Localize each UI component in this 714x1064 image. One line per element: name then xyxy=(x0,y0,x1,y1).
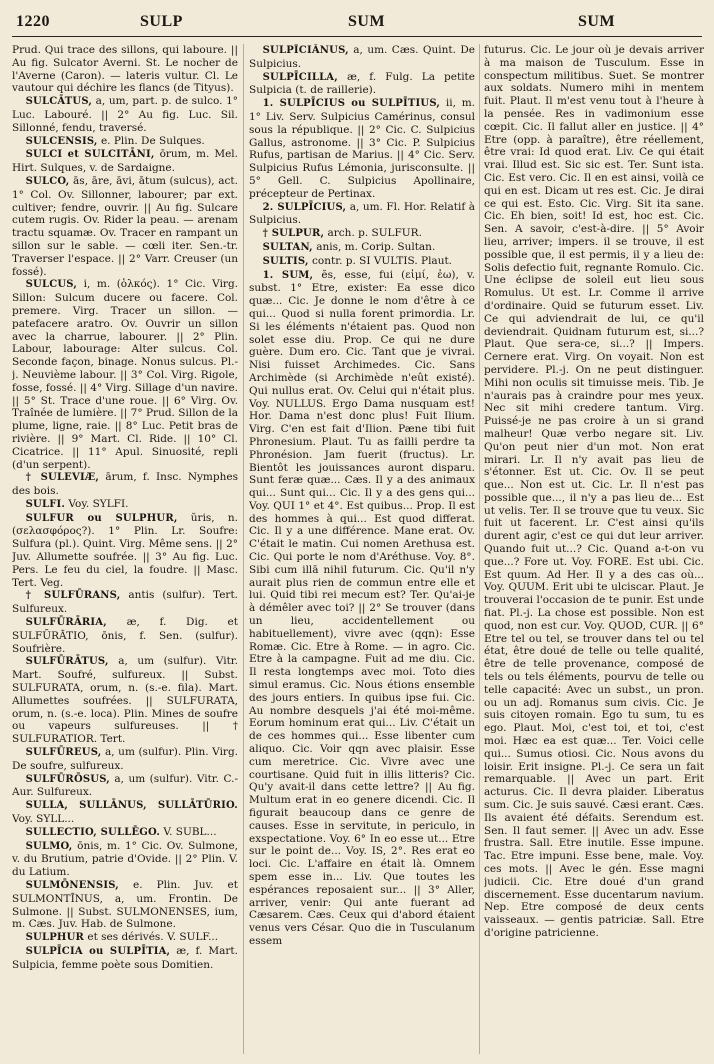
dictionary-entry xyxy=(249,201,475,228)
dictionary-entry xyxy=(12,278,238,471)
dictionary-entry xyxy=(12,799,238,826)
entry-text: ii, m. 1° Liv. Serv. Sulpicius Camérinus, consul sous la république. || 2° Cic. C. Sulpicius Gallus, astronome. || 3° Cic. P. Sulpicius Rufus, partisan de Marius. || 4° Cic. Serv. Sulpicius Rufus Lémonia, jurisconsulte. || 5° Gell. C. Sulpicius Apollinaire, précepteur de Pertinax. xyxy=(249,97,475,200)
entry-text: antis (sulfur). Tert. Sulfureux. xyxy=(12,589,238,616)
dictionary-entry xyxy=(12,746,238,773)
entry-text: a, um (sulfur). Vitr. Mart. Soufré, sulfureux. || Subst. SULFURATA, orum, n. (s.-e. fila). Mart. Allumettes soufrées. || SULFURATA, orum, n. (s.-e. loca). Plin. Mines de soufre ou vapeurs sulfureuses. || † SULFURATIOR. Tert. xyxy=(12,655,238,746)
column-divider xyxy=(479,44,480,1054)
dictionary-entry xyxy=(12,589,238,616)
entry-text: ās, āre, āvi, ātum (sulcus), act. 1° Col. Ov. Sillonner, labourer; par ext. cultiver; fendre, ouvrir. || Au fig. Sulcare cutem rugis. Ov. Rider la peau. — arenam tractu squamæ. Ov. Tracer en rampant un sillon sur le sable. — cœli iter. Sen.-tr. Traverser l'espace. || 2° Varr. Creuser (un fossé). xyxy=(12,174,238,278)
dictionary-entry xyxy=(12,655,238,746)
dictionary-entry xyxy=(249,227,475,241)
entry-text: anis, m. Corip. Sultan. xyxy=(316,240,436,253)
dictionary-entry xyxy=(249,241,475,255)
entry-headword: SULLECTIO, SULLĒGO. xyxy=(25,826,161,838)
dictionary-entry xyxy=(12,498,238,512)
column-left xyxy=(12,44,238,1054)
entry-headword: SULCENSIS, xyxy=(25,135,98,147)
entry-headword: SULLA, SULLĀNUS, SULLĀTŪRIO. xyxy=(25,800,238,812)
dictionary-entry xyxy=(484,44,704,940)
running-head-left: SULP xyxy=(140,13,183,30)
entry-headword: SULFŪREUS, xyxy=(25,747,102,759)
entry-text: æ, f. Fulg. La petite Sulpicia (t. de raillerie). xyxy=(249,70,475,97)
dictionary-entry xyxy=(12,931,238,945)
dictionary-entry xyxy=(12,95,238,134)
entry-text: i, m. (ὁλκός). 1° Cic. Virg. Sillon: Sulcum ducere ou facere. Col. premere. Virg. Tracer un sillon. — patefacere aratro. Ov. Ouvrir un sillon avec la charrue, labourer. || 2° Plin. Labour, labourage: Alter sulcus. Col. Seconde façon, binage. Nonus sulcus. Pl.-j. Neuvième labour. || 3° Col. Virg. Rigole, fosse, fossé. || 4° Virg. Sillage d'un navire. || 5° St. Trace d'une roue. || 6° Virg. Ov. Traînée de lumière. || 7° Prud. Sillon de la plume, ligne, raie. || 8° Luc. Petit bras de rivière. || 9° Mart. Cl. Ride. || 10° Cl. Cicatrice. || 11° Apul. Sinuosité, repli (d'un serpent). xyxy=(12,278,238,471)
header-rule xyxy=(12,36,702,37)
entry-headword: SULCUS, xyxy=(25,279,78,291)
entry-text: a, um, part. p. de sulco. 1° Luc. Labouré. || 2° Au fig. Luc. Sil. Sillonné, fendu, traversé. xyxy=(12,95,238,134)
dictionary-entry xyxy=(12,512,238,590)
dictionary-entry xyxy=(12,879,238,931)
entry-text: Voy. SYLL... xyxy=(12,813,75,826)
entry-headword: SULTIS, xyxy=(262,255,309,267)
dictionary-entry xyxy=(12,826,238,840)
entry-text: e. Plin. Juv. et SULMONTĪNUS, a, um. Frontin. De Sulmone. || Subst. SULMONENSES, ium, m. Cæs. Juv. Hab. de Sulmone. xyxy=(12,879,238,931)
entry-text: a, um (sulfur). Vitr. C.-Aur. Sulfureux. xyxy=(12,772,238,799)
dictionary-entry xyxy=(12,44,238,95)
entry-text: V. SUBL... xyxy=(163,825,217,838)
entry-headword: SULFŪRĀRIA, xyxy=(25,617,107,629)
running-head-center: SUM xyxy=(348,13,386,30)
entry-headword: SULFUR ou SULPHUR, xyxy=(25,512,178,524)
dictionary-entry xyxy=(12,148,238,175)
entry-text: æ, f. Dig. et SULFŪRĀTIO, ōnis, f. Sen. (sulfur). Soufrière. xyxy=(12,616,238,655)
entry-headword: † SULPUR, xyxy=(262,228,325,240)
page-number: 1220 xyxy=(16,13,50,30)
entry-headword: 2. SULPĪCIUS, xyxy=(262,201,347,213)
dictionary-entry xyxy=(12,773,238,800)
dictionary-entry xyxy=(12,945,238,972)
dictionary-entry xyxy=(12,840,238,879)
entry-text: ĕs, esse, fui (εἰμί, ἐω), v. subst. 1° Etre, exister: Ea esse dico quæ... Cic. Je donne le nom d'être à ce qui... Quod si nulla forent primordia. Lr. Si les éléments n'étaient pas. Quod non solet esse diu. Prop. Ce qui ne dure guère. Dum ero. Cic. Tant que je vivrai. Nisi fuisset Archimedes. Cic. Sans Archimède (si Archimède n'eût existé). Qui nullus erat. Ov. Celui qui n'était plus. Voy. NULLUS. Ergo Dama nusquam est! Hor. Dama n'est donc plus! Fuit Ilium. Virg. C'en est fait d'Ilion. Pæne tibi fuit Phronesium. Plaut. Tu as failli perdre ta Phronésion. Jam fuerit (fructus). Lr. Bientôt les jouissances auront disparu. Sunt feræ quæ... Cæs. Il y a des animaux qui... Sunt qui... Cic. Il y a des gens qui... Voy. QUI 1° et 4°. Est quibus... Prop. Il est des hommes à qui... Est quod differat. Cic. Il y a une différence. Mane erat. Ov. C'était le matin. Cui nomen Arethusa est. Cic. Qui porte le nom d'Aréthuse. Voy. 8°. Sibi cum illā nihil futurum. Cic. Qu'il n'y aurait plus rien de commun entre elle et lui. Quid tibi rei mecum est? Ter. Qu'ai-je à démêler avec toi? || 2° Se trouver (dans un lieu, accidentellement ou habituellement), vivre avec (qqn): Esse Romæ. Cic. Etre à Rome. — in agro. Cic. Etre à la campagne. Fuit ad me diu. Cic. Il resta longtemps avec moi. Toto dies simul eramus. Cic. Nous étions ensemble des jours entiers. In quibus ipse fui. Cic. Au nombre desquels j'ai été moi-même. Eorum hominum erat qui... Liv. C'était un de ces hommes qui... Esse libenter cum aliquo. Cic. Voir qqn avec plaisir. Esse cum meretrice. Cic. Vivre avec une courtisane. Quid fuit in illis litteris? Cic. Qu'y avait-il dans cette lettre? || Au fig. Multum erat in eo genere dicendi. Cic. Il figurait beaucoup dans ce genre de causes. Esse in servitute, in periculo, in exspectatione. Voy. 6° In eo esse ut... Etre sur le point de... Voy. IS, 2°. Res erat eo loci. Cic. L'affaire en était là. Omnem spem esse in... Liv. Que toutes les espérances reposaient sur... || 3° Aller, arriver, venir: Qui ante fuerant ad Cæsarem. Cæs. Ceux qui d'abord étaient venus vers César. Quo die in Tusculanum essem xyxy=(249,268,475,947)
entry-text: futurus. Cic. Le jour où je devais arriver à ma maison de Tusculum. Esse in conspectum militibus. Suet. Se montrer aux soldats. Numero mihi in mentem fuit. Plaut. Il m'est venu tout à l'heure à la pensée. Res in vadimonium esse cœpit. Cic. Il fallut aller en justice. || 4° Etre (opp. à paraître), être réellement, être vrai: Id quod erat. Liv. Ce qui était vrai. Illud est. Sic sic est. Ter. Sunt ista. Cic. Est vero. Cic. Il en est ainsi, voilà ce qui en est. Dicam ut res est. Cic. Je dirai ce qui est. Esto. Cic. Virg. Sit ita sane. Cic. Eh bien, soit! Id est, hoc est. Cic. Sen. A savoir, c'est-à-dire. || 5° Avoir lieu, arriver; impers. il se trouve, il est possible que, il est permis, il y a lieu de: Solis defectio fuit, regnante Romulo. Cic. Une éclipse de soleil eut lieu sous Romulus. Ut est. Lr. Comme il arrive d'ordinaire. Quid se futurum esset. Liv. Ce qui adviendrait de lui, ce qu'il deviendrait. Quidnam futurum est, si...? Plaut. Que sera-ce, si...? || Impers. Cernere erat. Virg. On voyait. Non est pervidere. Pl.-j. On ne peut distinguer. Mihi non oculis sit timuisse meis. Tib. Je n'aurais pas à craindre pour mes yeux. Nec sit mihi credere tantum. Virg. Puissé-je ne pas croire à un si grand malheur! Quæ verbo negare sit. Liv. Qu'on peut nier d'un mot. Non erat mirari. Lr. Il n'y avait pas lieu de s'étonner. Est ut. Cic. Ov. Il se peut que... Non est ut. Cic. Lr. Il n'est pas possible que..., il n'y a pas lieu de... Est ut velis. Ter. Il se trouve que tu veux. Sic fuit ut facerent. Lr. C'est ainsi qu'ils durent agir, c'est ce qui dut leur arriver. Quando fuit ut...? Cic. Quand a-t-on vu que...? Fore ut. Voy. FORE. Est ubi. Cic. Est quum. Ad Her. Il y a des cas où... Voy. QUUM. Erit ubi te ulciscar. Plaut. Je trouverai l'occasion de te punir. Est unde fiat. Pl.-j. La chose est possible. Non est quod, non est cur. Voy. QUOD, CUR. || 6° Etre tel ou tel, se trouver dans tel ou tel état, être doué de telle ou telle qualité, être de telle provenance, composé de tels ou tels éléments, pourvu de telle ou telle capacité: Avec un subst., un pron. ou un adj. Romanus sum civis. Cic. Je suis citoyen romain. Ego tu sum, tu es ego. Plaut. Moi, c'est toi, et toi, c'est moi. Hæc ea est quæ... Ter. Voici celle qui... Sumus otiosi. Cic. Nous avons du loisir. Erit insigne. Pl.-j. Ce sera un fait remarquable. || Avec un part. Erit acturus. Cic. Il devra plaider. Liberatus sum. Cic. Je suis sauvé. Cæsi erant. Cæs. Ils avaient été défaits. Serendum est. Sen. Il faut semer. || Avec un adv. Esse frustra. Sall. Etre inutile. Esse impune. Tac. Etre impuni. Esse bene, male. Voy. ces mots. || Avec le gén. Esse magni judicii. Cic. Etre doué d'un grand discernement. Esse ducentarum navium. Nep. Etre composé de deux cents vaisseaux. — gentis patriciæ. Sall. Etre d'origine patricienne. xyxy=(484,44,704,939)
entry-headword: SULFŪRĀTUS, xyxy=(25,656,109,668)
dictionary-entry xyxy=(249,269,475,948)
entry-text: ōrum, m. Mel. Hirt. Sulques, v. de Sardaigne. xyxy=(12,148,238,175)
entry-text: a, um (sulfur). Plin. Virg. De soufre, sulfureux. xyxy=(12,746,238,772)
entry-text: ŭris, n. (σελασφόρος?). 1° Plin. Lr. Soufre: Sulfura (pl.). Quint. Virg. Même sens. || 2° Juv. Allumette soufrée. || 3° Au fig. Luc. Pers. Le feu du ciel, la foudre. || Masc. Tert. Veg. xyxy=(12,511,238,589)
column-right xyxy=(484,44,704,1054)
entry-text: æ, f. Mart. Sulpicia, femme poète sous Domitien. xyxy=(12,944,238,971)
entry-headword: SULFI. xyxy=(25,498,66,510)
entry-text: e. Plin. De Sulques. xyxy=(100,134,205,147)
entry-text: contr. p. SI VULTIS. Plaut. xyxy=(312,254,453,267)
entry-headword: SULCĀTUS, xyxy=(25,96,93,108)
running-head-right: SUM xyxy=(578,13,616,30)
entry-text: ōnis, m. 1° Cic. Ov. Sulmone, v. du Brutium, patrie d'Ovide. || 2° Plin. V. du Latium. xyxy=(12,839,238,879)
entry-text: Voy. SYLFI. xyxy=(68,497,129,510)
entry-headword: 1. SULPĪCIUS ou SULPĪTIUS, xyxy=(262,98,441,110)
entry-headword: SULTAN, xyxy=(262,241,313,253)
entry-text: a, um. Cæs. Quint. De Sulpicius. xyxy=(249,44,475,70)
entry-text: ārum, f. Insc. Nymphes des bois. xyxy=(12,471,238,498)
dictionary-entry xyxy=(12,471,238,498)
dictionary-entry xyxy=(12,616,238,655)
column-divider xyxy=(243,44,244,1054)
column-middle xyxy=(249,44,475,1054)
dictionary-entry xyxy=(249,97,475,200)
entry-text: arch. p. SULFUR. xyxy=(327,227,422,240)
entry-headword: SULCO, xyxy=(25,175,70,187)
entry-text: a, um. Fl. Hor. Relatif à Sulpicius. xyxy=(249,200,475,227)
dictionary-entry xyxy=(12,175,238,278)
entry-text: et ses dérivés. V. SULF... xyxy=(87,931,219,944)
entry-headword: 1. SUM, xyxy=(262,269,314,281)
dictionary-entry xyxy=(249,71,475,98)
entry-headword: SULFŪRŌSUS, xyxy=(25,773,110,785)
entry-headword: SULMŌNENSIS, xyxy=(25,880,119,891)
entry-text: Prud. Qui trace des sillons, qui laboure. || Au fig. Sulcator Averni. St. Le nocher de l'Averne (Caron). — lateris vultur. Cl. Le vautour qui déchire les flancs (de Tityus). xyxy=(12,44,238,95)
entry-headword: SULCI et SULCITĀNI, xyxy=(25,149,155,161)
entry-headword: SULPĪCILLA, xyxy=(262,71,338,83)
entry-headword: † SULFŪRANS, xyxy=(25,590,121,602)
dictionary-entry xyxy=(249,255,475,269)
entry-headword: † SULEVIÆ, xyxy=(25,472,100,484)
entry-headword: SULMO, xyxy=(25,840,73,852)
dictionary-entry xyxy=(12,135,238,149)
entry-headword: SULPĪCIĀNUS, xyxy=(262,45,349,56)
entry-headword: SULPĪCIA ou SULPĪTIA, xyxy=(25,945,171,957)
entry-headword: SULPHUR xyxy=(25,932,85,944)
dictionary-entry xyxy=(249,44,475,71)
